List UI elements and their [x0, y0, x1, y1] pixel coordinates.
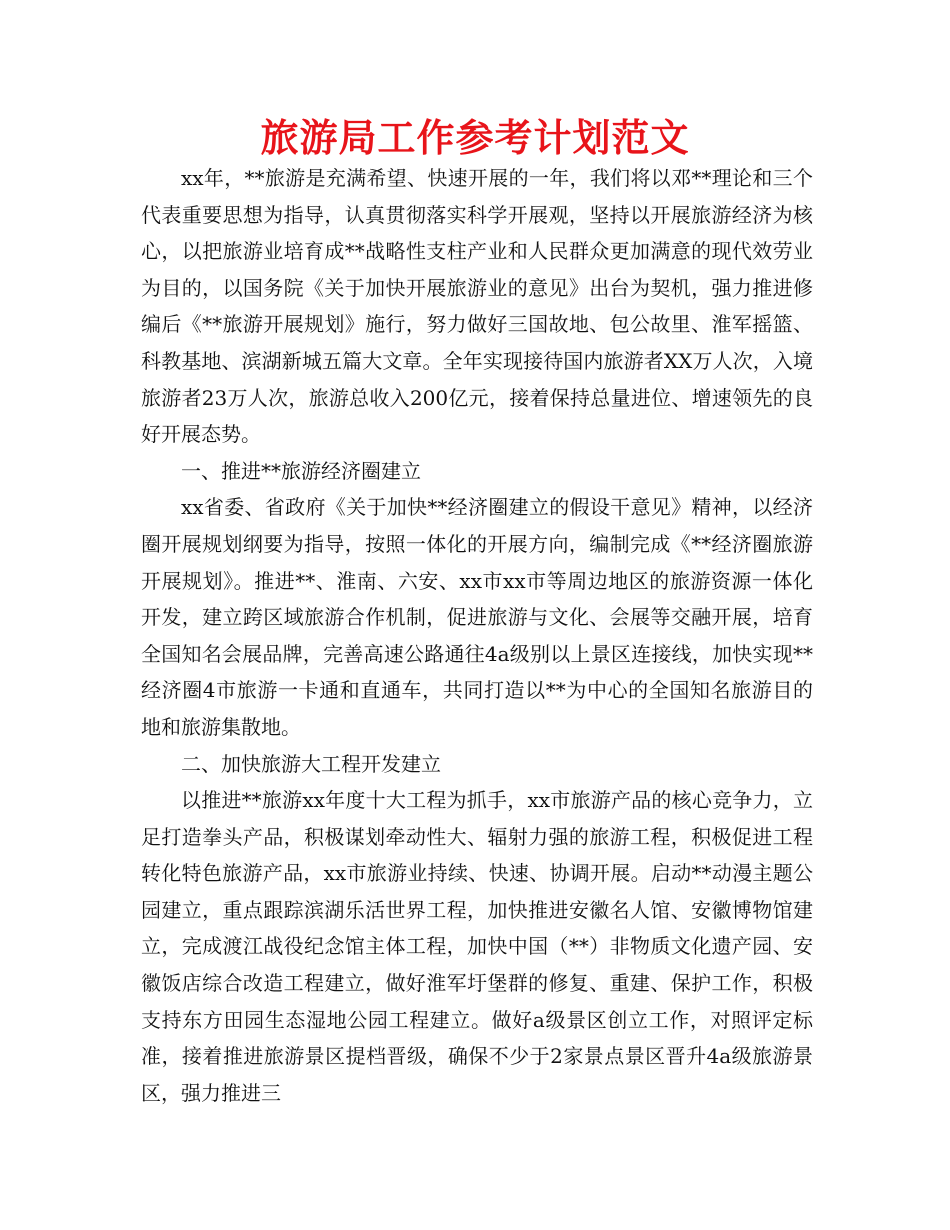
- section-heading-1: 一、推进**旅游经济圈建立: [181, 458, 421, 483]
- paragraph-section-1: xx省委、省政府《关于加快**经济圈建立的假设干意见》精神，以经济圈开展规划纲要为指导，按照一体化的开展方向，编制完成《**经济圈旅游开展规划》。推进**、淮南、六安、xx市xx市等周边地区的旅游资源一体化开发，建立跨区域旅游合作机制，促进旅游与文化、会展等交融开展，培育全国知名会展品牌，完善高速公路通往4a级别以上景区连接线，加快实现**经济圈4市旅游一卡通和直通车，共同打造以**为中心的全国知名旅游目的地和旅游集散地。: [141, 495, 813, 739]
- section-heading-2: 二、加快旅游大工程开发建立: [181, 751, 441, 776]
- paragraph-section-2: 以推进**旅游xx年度十大工程为抓手，xx市旅游产品的核心竞争力，立足打造拳头产品，积极谋划牵动性大、辐射力强的旅游工程，积极促进工程转化特色旅游产品，xx市旅游业持续、快速、协调开展。启动**动漫主题公园建立，重点跟踪滨湖乐活世界工程，加快推进安徽名人馆、安徽博物馆建立，完成渡江战役纪念馆主体工程，加快中国（**）非物质文化遗产园、安徽饭店综合改造工程建立，做好淮军圩堡群的修复、重建、保护工作，积极支持东方田园生态湿地公园工程建立。做好a级景区创立工作，对照评定标准，接着推进旅游景区提档晋级，确保不少于2家景点景区晋升4a级旅游景区，强力推进三: [141, 788, 813, 1105]
- document-body: [141, 160, 813, 1111]
- document-title: 旅游局工作参考计划范文: [260, 116, 690, 160]
- paragraph-intro: xx年，**旅游是充满希望、快速开展的一年，我们将以邓**理论和三个代表重要思想为指导，认真贯彻落实科学开展观，坚持以开展旅游经济为核心，以把旅游业培育成**战略性支柱产业和人民群众更加满意的现代效劳业为目的，以国务院《关于加快开展旅游业的意见》出台为契机，强力推进修编后《**旅游开展规划》施行，努力做好三国故地、包公故里、淮军摇篮、科教基地、滨湖新城五篇大文章。全年实现接待国内旅游者XX万人次，入境旅游者23万人次，旅游总收入200亿元，接着保持总量进位、增速领先的良好开展态势。: [141, 166, 813, 447]
